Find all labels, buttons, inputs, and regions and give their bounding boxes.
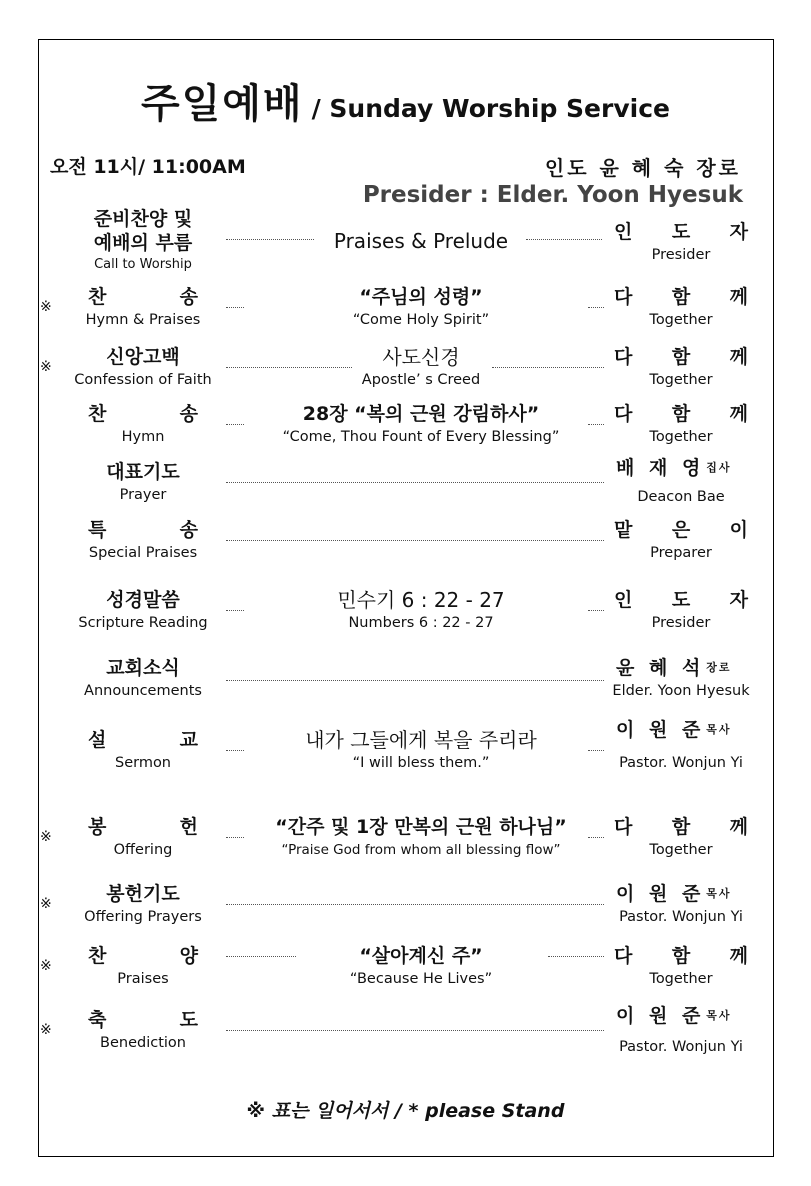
leader-dots [588,750,604,751]
leader-korean: 다 함 께 [614,816,748,838]
leader-name: 이 원 준 [616,883,705,905]
item-title-english: Offering Prayers [84,909,202,925]
item-content-korean: 사도신경 [382,345,460,369]
leader-dots [588,307,604,308]
leader-english: Pastor. Wonjun Yi [619,755,743,771]
item-left [62,815,224,861]
item-right [606,656,756,702]
item-title-english: Prayer [119,487,167,503]
title-korean: 주일예배 [141,81,304,127]
item-title-korean: 성 경 말 씀 [106,589,180,611]
item-right [606,220,756,266]
item-content: Praises & Prelude [333,229,509,253]
item-title-korean: 준비찬양 및 예배의 부름 [93,208,193,254]
item-content-korean: 내가 그들에게 복을 주리라 [305,728,537,752]
item-content-english: “Come, Thou Fount of Every Blessing” [282,429,560,445]
leader-korean: 다 함 께 [614,286,748,308]
page-title [0,72,811,129]
item-title-english: Announcements [84,683,202,699]
stand-mark: ※ [40,829,52,845]
title-english: / Sunday Worship Service [311,94,670,123]
item-right [606,944,756,990]
item-middle [240,402,602,448]
leader-korean: 다 함 께 [614,945,748,967]
item-content-english: “Come Holy Spirit” [352,312,490,328]
leader-korean [606,718,756,742]
leader-english: Presider [651,247,711,263]
item-title-korean: 찬 송 [88,286,198,308]
item-content-english: “I will bless them.” [352,755,490,771]
leader-english: Pastor. Wonjun Yi [619,1039,743,1055]
item-title-korean: 신 앙 고 백 [106,346,180,368]
item-content-english: Numbers 6 : 22 - 27 [348,615,494,631]
leader-dots [226,540,604,541]
leader-english: Together [649,312,713,328]
stand-mark: ※ [40,958,52,974]
item-content-korean: 민수기 6 : 22 - 27 [337,588,505,612]
item-right [606,882,756,928]
item-left [62,402,224,448]
leader-name: 윤 혜 석 [616,657,705,679]
item-left [62,460,224,506]
leader-dots [588,424,604,425]
item-content-korean: “살아계신 주” [359,945,483,967]
leader-english: Preparer [650,545,712,561]
item-right [606,402,756,448]
service-time: 오전 11시/ 11:00AM [50,156,246,178]
item-right [606,345,756,391]
item-left [62,518,224,564]
leader-korean [606,656,756,680]
item-content-english: “Because He Lives” [349,971,493,987]
leader-name: 배 재 영 [616,457,705,479]
presider-korean: 인도 윤 혜 숙 장로 [544,156,741,180]
item-middle [240,815,602,861]
item-right [606,1004,756,1058]
item-title-korean: 설 교 [88,729,198,751]
leader-english: Together [649,842,713,858]
item-middle [240,285,602,331]
leader-title: 목사 [706,887,732,900]
item-left [62,588,224,634]
leader-dots [226,1030,604,1031]
item-right [606,588,756,634]
item-content-korean: “간주 및 1장 만복의 근원 하나님” [275,816,567,838]
leader-english: Pastor. Wonjun Yi [619,909,743,925]
item-right [606,518,756,564]
leader-dots [588,837,604,838]
leader-korean: 다 함 께 [614,346,748,368]
leader-dots [226,680,604,681]
stand-mark: ※ [40,359,52,375]
item-content-korean: 28장 “복의 근원 강림하사” [302,403,540,425]
item-middle [240,229,602,253]
item-middle [240,588,602,634]
leader-title: 장로 [706,661,732,674]
leader-english: Together [649,372,713,388]
item-title-korean: 특 송 [88,519,198,541]
item-content-english: Apostle’ s Creed [361,372,481,388]
leader-korean: 인 도 자 [614,589,748,611]
item-left [62,345,224,391]
leader-korean: 맡 은 이 [614,519,748,541]
leader-korean [606,882,756,906]
leader-dots [492,367,604,368]
leader-dots [526,239,602,240]
leader-korean: 다 함 께 [614,403,748,425]
leader-english: Presider [651,615,711,631]
item-middle [240,345,602,391]
stand-mark: ※ [40,299,52,315]
item-left [62,1008,224,1054]
item-title-english: Praises [117,971,169,987]
item-title-english: Offering [113,842,173,858]
item-title-english: Confession of Faith [74,372,212,388]
leader-title: 목사 [706,1009,732,1022]
item-title-korean: 봉 헌 [88,816,198,838]
leader-name: 이 원 준 [616,1005,705,1027]
item-left [62,656,224,702]
item-title-english: Special Praises [88,545,198,561]
item-title-english: Sermon [114,755,172,771]
item-title-english: Benediction [100,1035,186,1051]
item-title-korean: 축 도 [88,1009,198,1031]
item-content-korean: “주님의 성령” [359,286,483,308]
item-title-korean: 봉 헌 기 도 [106,883,180,905]
item-middle [240,944,602,990]
item-title-english: Hymn & Praises [85,312,201,328]
stand-mark: ※ [40,896,52,912]
leader-name: 이 원 준 [616,719,705,741]
item-right [606,815,756,861]
item-content-english: “Praise God from whom all blessing flow” [281,842,561,858]
stand-note: ※ 표는 일어서서 / * please Stand [246,1100,565,1122]
leader-dots [226,904,604,905]
leader-english: Deacon Bae [637,489,725,505]
leader-dots [588,610,604,611]
item-left [62,728,224,774]
item-middle [240,728,602,774]
leader-dots [226,482,604,483]
item-title-korean: 교 회 소 식 [106,657,180,679]
item-left [62,882,224,928]
item-title-korean: 대 표 기 도 [106,461,180,483]
item-left [62,285,224,331]
leader-korean: 인 도 자 [614,221,748,243]
item-right [606,718,756,774]
presider-english: Presider : Elder. Yoon Hyesuk [362,182,743,208]
leader-korean [606,1004,756,1028]
item-left [62,944,224,990]
item-left [62,207,224,275]
leader-title: 집사 [706,461,732,474]
item-title-english: Scripture Reading [78,615,208,631]
leader-korean [606,456,756,480]
item-title-korean: 찬 송 [88,403,198,425]
leader-english: Together [649,429,713,445]
item-right [606,456,756,508]
stand-mark: ※ [40,1022,52,1038]
item-title-english: Hymn [121,429,165,445]
leader-english: Elder. Yoon Hyesuk [612,683,750,699]
item-title-korean: 찬 양 [88,945,198,967]
item-right [606,285,756,331]
item-subtitle: Call to Worship [94,257,192,272]
leader-english: Together [649,971,713,987]
leader-title: 목사 [706,723,732,736]
leader-dots [548,956,604,957]
